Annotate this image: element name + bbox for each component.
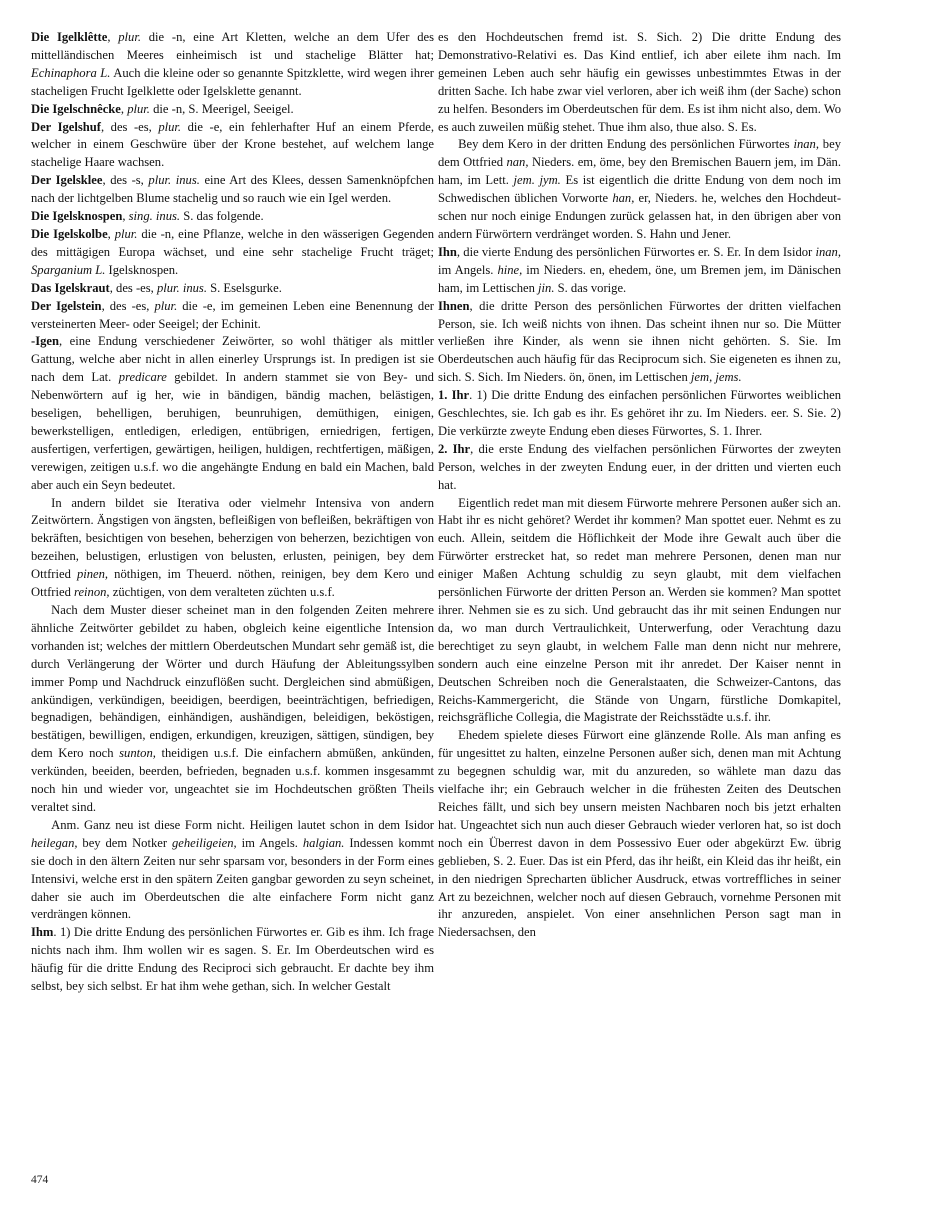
body-text: Igelsknospen.: [105, 262, 179, 277]
body-text: Es ist eigentlich die dritte Endung von dem noch im Schwedischen üblichen Vorworte: [438, 173, 842, 206]
entry-headword: Die Igelschnêcke: [31, 101, 121, 116]
italic-term: Sparganium L.: [31, 262, 106, 277]
paragraph: [438, 495, 841, 728]
page-number: 474: [31, 1174, 49, 1186]
paragraph: [31, 495, 434, 602]
entry-headword: Die Igelklêtte: [31, 30, 108, 44]
entry-headword: Die Igelsknospen: [31, 209, 123, 224]
dictionary-entry: [438, 29, 841, 136]
entry-headword: Das Igelskraut: [31, 280, 110, 295]
dictionary-entry: [438, 244, 841, 298]
dictionary-entry: [31, 298, 434, 334]
body-text: In andern bildet sie Iterativa oder vielmehr Intensiva von andern Zeitwörtern. Ängstigen von ängsten, befleißigen von befleißen, bekräftigen von bekräften, besichtigen von besehen, beherzigen von beherzen, bezichtigen von bezeihen, belustigen, erlustigen von belusten, erlusten, peinigen, bey dem Ottfried: [31, 495, 434, 582]
italic-term: plur.: [114, 226, 138, 241]
body-text: Bey dem Kero in der dritten Endung des persönlichen Fürwortes: [458, 137, 794, 152]
entry-headword: Der Igelshuf: [31, 119, 101, 134]
body-text: Auch die kleine oder so genannte Spitzklette, wird wegen ihrer stacheligen Frucht Igelklette oder Igelsklette genannt.: [31, 65, 434, 98]
body-text: , die dritte Person des persönlichen Fürwortes der dritten vielfachen Person, sie. Ich weiß nichts von ihnen. Das scheint ihnen nur so. Die Mütter verließen ihre Kinder, als wenn sie ihnen nicht gehörten. S. Sie. Im Oberdeutschen auch häufig für das Reciprocum sich. Sie eigeneten es ihnen zu, sich. S. Sich. Im Nieders. ön, önen, im Lettischen: [438, 298, 841, 385]
italic-term: geheiligeien,: [171, 835, 237, 850]
body-text: bey dem Notker: [77, 835, 172, 850]
italic-term: inan,: [815, 244, 841, 259]
body-text: die -n, eine Pflanze, welche in den wässerigen Gegenden des mittägigen Europa wächset, und eine sehr stachelige Frucht träget;: [31, 226, 435, 259]
entry-headword: -Igen: [31, 334, 59, 349]
dictionary-entry: [438, 441, 841, 495]
italic-term: plur.: [127, 101, 150, 116]
italic-term: han,: [612, 191, 635, 206]
body-text: ,: [122, 209, 129, 224]
italic-term: plur.: [154, 298, 178, 313]
italic-term: nan,: [506, 155, 529, 170]
paragraph: [438, 727, 841, 942]
body-text: . 1) Die dritte Endung des einfachen persönlichen Fürwortes weiblichen Geschlechtes, sie. Ich gab es ihr. Es gehöret ihr zu. Im Nieders. eer. S. Sie. 2) Die verkürzte zweyte Endung eben dieses Fürwortes, S. 1. Ihrer.: [438, 388, 842, 438]
dictionary-entry: [438, 298, 841, 388]
body-text: S. das folgende.: [180, 209, 264, 224]
dictionary-entry: [31, 226, 434, 280]
body-text: Eigentlich redet man mit diesem Fürworte mehrere Personen außer sich an. Habt ihr es nicht gehöret? Werdet ihr kommen? Man spottet euer. Nehmt es zu euch. Allein, seitdem die Höflichkeit der Mode ihre Gewalt auch über die Fürwörter erstrecket hat, so redet man mehrere Personen, denen man nur einiger Maßen Achtung schuldig zu seyn glaubt, mit dem vielfachen persönlichen Fürworte der dritten Person an. Werden sie kommen? Man spottet ihrer. Nehmen sie es zu sich. Und gebraucht das ihr mit seinen Endungen nur da, wo man durch Vertraulichkeit, Unterwerfung, oder Verachtung dazu berechtiget zu seyn glaubt, in welchem Falle man denn nicht nur mehrere, sondern auch eine einzelne Person mit ihr anredet. Der Kaiser nennt in Deutschen Schreiben noch die Generalstaaten, die Schweizer-Cantons, das Reichs-Kammergericht, die Stände von Ungarn, fürstliche Domkapitel, reichsgräfliche Collegia, die Magistrate der Reichsstädte u.s.f. ihr.: [438, 495, 841, 725]
dictionary-entry: [438, 387, 841, 441]
body-text: Nach dem Muster dieser scheinet man in den folgenden Zeiten mehrere ähnliche Zeitwörter gebildet zu haben, obgleich keine eigentliche Intension vorhanden ist; welches der mittlern Oberdeutschen Mundart sehr gemäß ist, die durch Verlängerung der Wörter und durch Häufung der Ableitungssylben immer Pomp und Nachdruck einzuflößen sucht. Dergleichen sind abmüßigen, ankündigen, verkündigen, beeidigen, beerdigen, beeinträchtigen, befriedigen, begnadigen, behändigen, einhändigen, aushändigen, beleidigen, beköstigen, bestätigen, bewilligen, endigen, erkundigen, kreuzigen, sättigen, sündigen, bey dem Kero noch: [31, 603, 434, 761]
dictionary-entry: [31, 101, 434, 119]
entry-headword: Ihn: [438, 244, 457, 259]
body-text: S. Eselsgurke.: [206, 280, 282, 295]
body-text: Nieders. em, öme, bey den Bremischen Bauern jem, im Dän. ham, im Lett.: [438, 155, 841, 188]
italic-term: halgian.: [302, 835, 345, 850]
entry-headword: Der Igelstein: [31, 298, 102, 313]
body-text: züchtigen, von dem veralteten züchten u.s.f.: [109, 585, 335, 600]
entry-headword: Der Igelsklee: [31, 173, 103, 188]
dictionary-entry: [31, 280, 434, 298]
body-text: die -n, S. Meerigel, Seeigel.: [149, 101, 294, 116]
entry-headword: 1. Ihr: [438, 388, 470, 403]
left-column: [31, 29, 434, 996]
italic-term: jem. jym.: [513, 173, 561, 188]
dictionary-entry: [31, 172, 434, 208]
body-text: theidigen u.s.f. Die einfachern abmüßen, ankünden, verkünden, beeiden, beerden, befrieden, begnaden u.s.f. kommen insgesammt noch hin und wieder vor, ungeachtet sie im Hochdeutschen größten Theils veraltet sind.: [31, 746, 434, 814]
italic-term: plur. inus.: [148, 173, 200, 188]
body-text: gebildet. In andern stammet sie von Bey- und Nebenwörtern auf ig her, wie in bändigen, bändig machen, belästigen, beseligen, behelligen, beruhigen, beunruhigen, demüthigen, einigen, bewerkstelligen, entledigen, erledigen, entübrigen, erniedrigen, fertigen, ausfertigen, verfertigen, gewärtigen, heiligen, huldigen, rechtfertigen, mäßigen, verewigen, zeitigen u.s.f. wo die angehängte Endung en bald ein Machen, bald aber auch ein Seyn bedeutet.: [31, 370, 434, 492]
dictionary-entry: [31, 333, 434, 494]
body-text: ,: [107, 226, 115, 241]
body-text: die -n, eine Art Kletten, welche an dem Ufer des mittelländischen Meeres einheimisch ist und stachelige Blätter hat;: [31, 30, 434, 62]
paragraph: [31, 817, 434, 924]
italic-term: hine,: [497, 262, 523, 277]
dictionary-entry: [31, 924, 434, 996]
body-text: nöthigen, im Theuerd. nöthen, reinigen, bey dem Kero und Ottfried: [31, 567, 434, 600]
dictionary-entry: [31, 119, 434, 173]
body-text: , die vierte Endung des persönlichen Fürwortes er. S. Er. In dem Isidor: [456, 244, 816, 259]
italic-term: plur. inus.: [156, 280, 207, 295]
entry-headword: 2. Ihr: [438, 441, 471, 456]
italic-term: reinon,: [74, 585, 110, 600]
body-text: die -e, im gemeinen Leben eine Benennung der versteinerten Meer- oder Seeigel; der Echinit.: [31, 298, 435, 331]
body-text: , eine Endung verschiedener Zeiwörter, so wohl thätiger als mittler Gattung, welche aber nicht in allen einerley Ursprungs ist. In predigen ist sie nach dem Lat.: [31, 334, 434, 385]
paragraph: [438, 136, 841, 243]
italic-term: inan,: [793, 137, 819, 152]
body-text: . 1) Die dritte Endung des persönlichen Fürwortes er. Gib es ihm. Ich frage nichts nach ihm. Ihm wollen wir es sagen. S. Er. Im Oberdeutschen wird es häufig für die dritte Endung des Reciproci sich gebraucht. Er dachte bey ihm selbst, bey sich selbst. Er hat ihm wehe gethan, sich. In welcher Gestalt: [31, 925, 434, 994]
entry-headword: Die Igelskolbe: [31, 226, 108, 241]
italic-term: predicare: [118, 370, 167, 385]
body-text: Indessen kommt sie doch in den ältern Zeiten nur sehr sparsam vor, besonders in der Form eines Intensivi, welche erst in den spätern Zeiten gangbar geworden zu seyn scheinet, daher sie auch im Oberdeutschen die alte einfachere Form nicht ganz verdrängen können.: [31, 835, 435, 922]
body-text: im Angels.: [438, 262, 498, 277]
body-text: Anm. Ganz neu ist diese Form nicht. Heiligen lautet schon in dem Isidor: [51, 817, 434, 832]
body-text: , des -s,: [102, 173, 149, 188]
dictionary-entry: [31, 29, 434, 101]
body-text: S. das vorige.: [554, 280, 627, 295]
italic-term: sing. inus.: [128, 209, 181, 224]
body-text: im Angels.: [236, 835, 303, 850]
body-text: , des -es,: [100, 119, 159, 134]
italic-term: sunton,: [119, 746, 156, 761]
italic-term: jem, jems.: [690, 370, 742, 385]
body-text: , des -es,: [101, 298, 155, 313]
body-text: , des -es,: [109, 280, 157, 295]
italic-term: pinen,: [76, 567, 109, 582]
body-text: es den Hochdeutschen fremd ist. S. Sich. 2) Die dritte Endung des Demonstrativo-Relativi es. Das Kind entlief, ich aber eilete ihm nach. Im gemeinen Leben auch sehr häufig ein gewisses unbestimmtes Etwas in der dritten Sache. Ich habe zwar viel verloren, aber ich weiß ihm (der Sache) schon zu helfen. Besonders im Oberdeutschen für dem. Es ist ihm nicht also, dem. Wo es auch zuweilen müßig stehet. Thue ihm also, thue also. S. Es.: [438, 30, 841, 134]
italic-term: jin.: [538, 280, 555, 295]
body-text: eine Art des Klees, dessen Samenknöpfchen nach der lichtgelben Blume stachelig und so rauch wie ein Igel werden.: [31, 173, 434, 206]
body-text: ,: [107, 30, 119, 44]
body-text: die -e, ein fehlerhafter Huf an einem Pferde, welcher in einem Geschwüre über der Krone bestehet, auf welchem lange stachelige Haare wachsen.: [31, 119, 434, 170]
dictionary-entry: [31, 208, 434, 226]
paragraph: [31, 602, 434, 817]
italic-term: Echinaphora L.: [31, 65, 111, 80]
body-text: im Nieders. en, ehedem, öne, um Bremen jem, im Dänischen ham, im Lettischen: [438, 262, 841, 295]
entry-headword: Ihnen: [438, 298, 470, 313]
body-text: bey dem Ottfried: [438, 137, 841, 170]
entry-headword: Ihm: [31, 925, 54, 940]
body-text: Ehedem spielete dieses Fürwort eine glänzende Rolle. Als man anfing es für ungesittet zu halten, einzelne Personen außer sich, denen man mit Achtung zu begegnen schuldig war, mit du anzureden, so wählete man dazu das vielfache ihr; ein Gebrauch welcher in die frühesten Zeiten des Deutschen Reiches fällt, und sich bey unsern meisten Nachbaren noch bis jetzt erhalten hat. Ungeachtet sich nun auch dieser Gebrauch wieder verloren hat, so ist doch noch ein Überrest davon in dem Possessivo Euer oder abgekürzt Ew. übrig geblieben, S. 2. Euer. Das ist ein Pferd, das ihr heißt, ein Kleid das ihr heißt, ein in den niedrigen Sprecharten üblicher Ausdruck, etwas vortreffliches in seiner Art zu bezeichnen, welcher noch auf diesen Gebrauch, vornehme Personen mit ihr anzureden, anspielet. Von einer ansehnlichen Person sagt man in Niedersachsen, den: [438, 728, 841, 940]
body-text: ,: [120, 101, 128, 116]
body-text: er, Nieders. he, welches den Hochdeutschen nur noch einige Endungen zurück gelassen hat, in den übrigen aber von andern Fürwörtern verdränget worden. S. Hahn und Jener.: [438, 191, 842, 241]
italic-term: plur.: [118, 30, 141, 44]
italic-term: heilegan,: [31, 835, 78, 850]
body-text: , die erste Endung des vielfachen persönlichen Fürwortes der zweyten Person, welches in der zweyten Endung euer, in der dritten und vierten euch hat.: [438, 441, 841, 492]
italic-term: plur.: [158, 119, 182, 134]
right-column: [438, 29, 841, 942]
